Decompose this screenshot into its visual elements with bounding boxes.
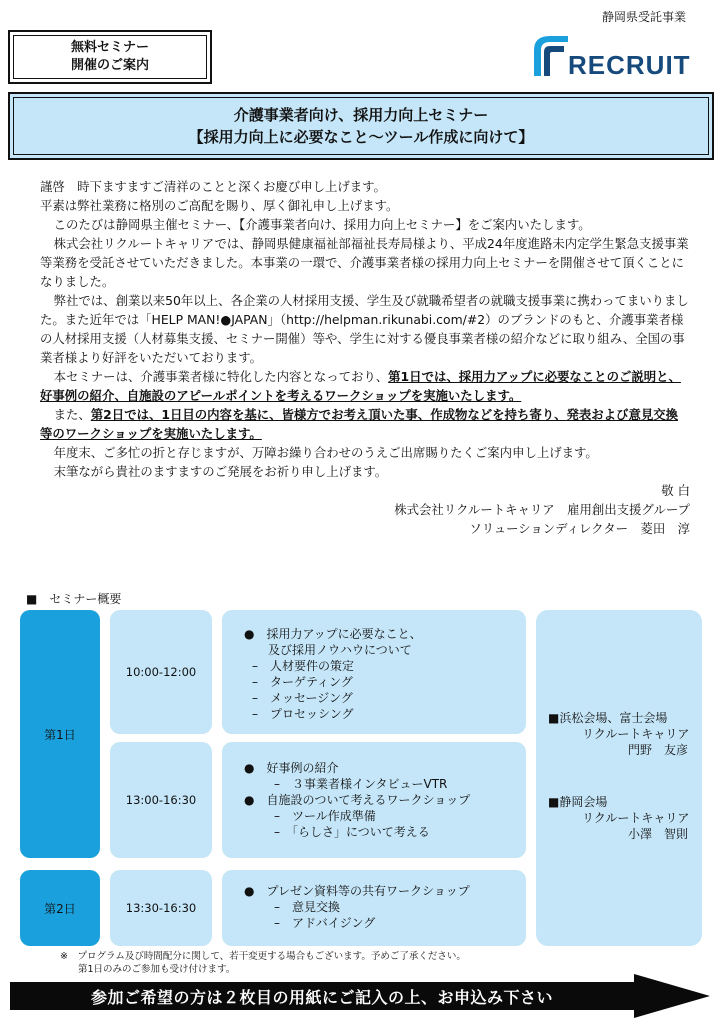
signature-company: 株式会社リクルートキャリア 雇用創出支援グループ bbox=[394, 502, 690, 517]
session2-line-1: ● 好事例の紹介 bbox=[244, 761, 339, 775]
venue1-org: リクルートキャリア bbox=[582, 727, 690, 741]
venue2-name: ■静岡会場 bbox=[548, 795, 608, 809]
closing-word: 敬 白 bbox=[661, 483, 690, 498]
paragraph-day1 bbox=[40, 367, 690, 405]
paragraph-intro: このたびは静岡県主催セミナー、【介護事業者向け、採用力向上セミナー】をご案内いたします。 bbox=[53, 217, 591, 232]
letter-body bbox=[40, 177, 690, 538]
session1-line-6: – プロセッシング bbox=[252, 707, 354, 721]
session3-line-1: ● プレゼン資料等の共有ワークショップ bbox=[244, 884, 470, 898]
commissioned-label: 静岡県受託事業 bbox=[601, 10, 686, 24]
session1-line-3: – 人材要件の策定 bbox=[252, 659, 355, 673]
session3-line-3: – アドバイジング bbox=[274, 916, 376, 930]
session1-line-2: 及び採用ノウハウについて bbox=[268, 643, 412, 657]
application-banner-text: 参加ご希望の方は２枚目の用紙にご記入の上、お申込み下さい bbox=[90, 987, 553, 1007]
session1-line-5: – メッセージング bbox=[252, 691, 353, 705]
session1-time-box bbox=[110, 610, 212, 734]
session3-time-box bbox=[110, 870, 212, 946]
venue1-name: ■浜松会場、富士会場 bbox=[548, 711, 668, 725]
recruit-logo bbox=[528, 32, 703, 80]
signature-person: ソリューションディレクター 菱田 淳 bbox=[469, 521, 690, 536]
session1-time: 10:00-12:00 bbox=[125, 665, 197, 679]
title-line-2: 【採用力向上に必要なこと～ツール作成に向けて】 bbox=[188, 128, 534, 146]
paragraph-day2 bbox=[40, 405, 690, 443]
paragraph-history: 弊社では、創業以来50年以上、各企業の人材採用支援、学生及び就職希望者の就職支援事業に携わってまいりました。また近年では「HELP MAN!●JAPAN」（http://helpman.rikunabi.com/#2）のブランドのもと、介護事業者様の人材採用支援（人材募集支援、セミナー開催）等や、学生に対する優良事業者様の紹介などに取り組み、全国の事業者様より好評をいただいております。 bbox=[40, 293, 689, 365]
seminar-overview-heading: ■ セミナー概要 bbox=[26, 592, 122, 606]
paragraph-request: 年度末、ご多忙の折と存じますが、万障お繰り合わせのうえご出席賜りたくご案内申し上げます。 bbox=[53, 445, 598, 460]
day2-label: 第2日 bbox=[44, 901, 76, 916]
logo-text: RECRUIT bbox=[568, 50, 691, 80]
program-note bbox=[60, 950, 466, 976]
title-line-1: 介護事業者向け、採用力向上セミナー bbox=[233, 106, 489, 124]
day1-pill bbox=[20, 610, 100, 858]
day1-emphasis-text: 第1日では、採用力アップに必要なことのご説明と、好事例の紹介、自施設のアピールポイントを考えるワークショップを実施いたします。 bbox=[40, 369, 681, 403]
application-banner bbox=[10, 974, 710, 1018]
note-line-2: 第1日のみのご参加も受け付けます。 bbox=[78, 964, 236, 975]
greeting-1: 謹啓 時下ますますご清祥のことと深くお慶び申し上げます。 bbox=[40, 179, 386, 194]
free-seminar-badge bbox=[8, 30, 212, 84]
paragraph-contract: 株式会社リクルートキャリアでは、静岡県健康福祉部福祉長寿局様より、平成24年度進路未内定学生緊急支援事業等業務を受託させていただきました。本事業の一環で、介護事業者様の採用力向上セミナーを開催させて頂くことになりました。 bbox=[40, 236, 689, 289]
session1-content bbox=[222, 610, 526, 734]
venue1-person: 門野 友彦 bbox=[628, 743, 689, 757]
day1-label: 第1日 bbox=[44, 727, 76, 742]
day2-emphasis-text: 第2日では、1日目の内容を基に、皆様方でお考え頂いた事、作成物などを持ち寄り、発表および意見交換等のワークショップを実施いたします。 bbox=[40, 407, 679, 441]
venue-box bbox=[536, 610, 702, 946]
session3-time: 13:30-16:30 bbox=[125, 901, 197, 915]
venue2-org: リクルートキャリア bbox=[582, 811, 690, 825]
day2-plain-text: また、 bbox=[53, 407, 91, 422]
title-box bbox=[8, 92, 714, 160]
session2-line-2: – ３事業者様インタビューVTR bbox=[274, 777, 448, 791]
paragraph-wishes: 末筆ながら貴社のますますのご発展をお祈り申し上げます。 bbox=[53, 464, 388, 479]
session2-line-3: ● 自施設のついて考えるワークショップ bbox=[244, 793, 471, 807]
session1-line-1: ● 採用力アップに必要なこと、 bbox=[244, 627, 422, 641]
session3-line-2: – 意見交換 bbox=[274, 900, 341, 914]
note-line-1: ※ プログラム及び時間配分に関して、若干変更する場合もございます。予めご了承ください。 bbox=[60, 951, 466, 962]
recruit-logo-mark-icon bbox=[528, 32, 572, 80]
badge-line-1: 無料セミナー bbox=[70, 40, 149, 55]
session2-content bbox=[222, 742, 526, 858]
greeting-2: 平素は弊社業務に格別のご高配を賜り、厚く御礼申し上げます。 bbox=[40, 198, 399, 213]
badge-line-2: 開催のご案内 bbox=[70, 58, 149, 73]
day2-pill bbox=[20, 870, 100, 946]
day1-plain-text: 本セミナーは、介護事業者様に特化した内容となっており、 bbox=[53, 369, 389, 384]
session2-time: 13:00-16:30 bbox=[125, 793, 197, 807]
session2-time-box bbox=[110, 742, 212, 858]
session1-line-4: – ターゲティング bbox=[252, 675, 353, 689]
session2-line-5: – 「らしさ」について考える bbox=[274, 825, 430, 839]
venue2-person: 小澤 智則 bbox=[628, 827, 689, 841]
session2-line-4: – ツール作成準備 bbox=[274, 809, 376, 823]
session3-content bbox=[222, 870, 526, 946]
